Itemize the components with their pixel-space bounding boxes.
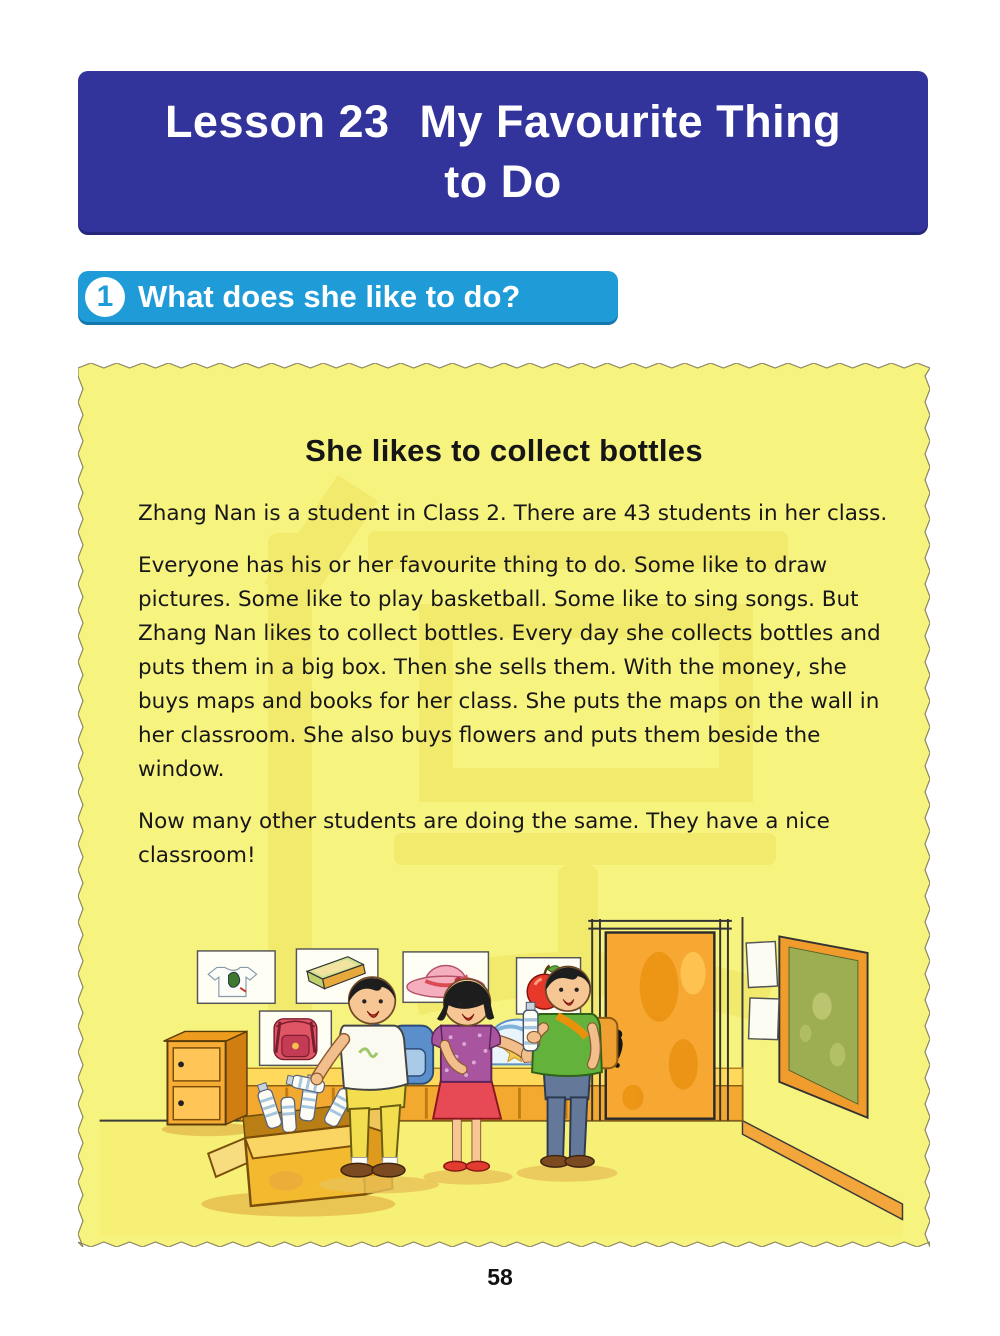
- lesson-banner-line1: [165, 96, 841, 148]
- lesson-number: Lesson 23: [164, 95, 390, 147]
- classroom-illustration-svg: [90, 917, 914, 1237]
- classroom-illustration: [90, 917, 914, 1237]
- lesson-title-part2: to Do: [444, 155, 562, 207]
- reading-panel-content: [78, 363, 930, 1247]
- section-number-badge: 1: [85, 277, 125, 317]
- wall-picture-tshirt: [198, 951, 276, 1003]
- passage-paragraph-3: Now many other students are doing the same. They have a nice classroom!: [138, 809, 830, 868]
- passage-paragraph-2: Everyone has his or her favourite thing to do. Some like to draw pictures. Some like to play basketball. Some like to sing songs. But Zhang Nan likes to collect bottles. Every day she collects bottles and puts them in a big box. Then she sells them. With the money, she buys maps and books for her class. She puts the maps on the wall in her classroom. She also buys flowers and puts them beside the window.: [138, 553, 881, 782]
- reading-panel: [78, 363, 930, 1247]
- wall-papers: [746, 941, 779, 1039]
- lesson-title-part1: My Favourite Thing: [419, 95, 842, 147]
- chalkboard: [779, 936, 867, 1117]
- lesson-banner: [78, 71, 928, 232]
- passage-paragraph-1: Zhang Nan is a student in Class 2. There are 43 students in her class.: [138, 501, 888, 526]
- wall-picture-backpack: [260, 1011, 332, 1065]
- passage-title: She likes to collect bottles: [305, 433, 703, 468]
- section-question: What does she like to do?: [138, 278, 521, 314]
- section-header: [78, 271, 618, 322]
- page-number: 58: [487, 1264, 513, 1290]
- passage: [78, 497, 930, 873]
